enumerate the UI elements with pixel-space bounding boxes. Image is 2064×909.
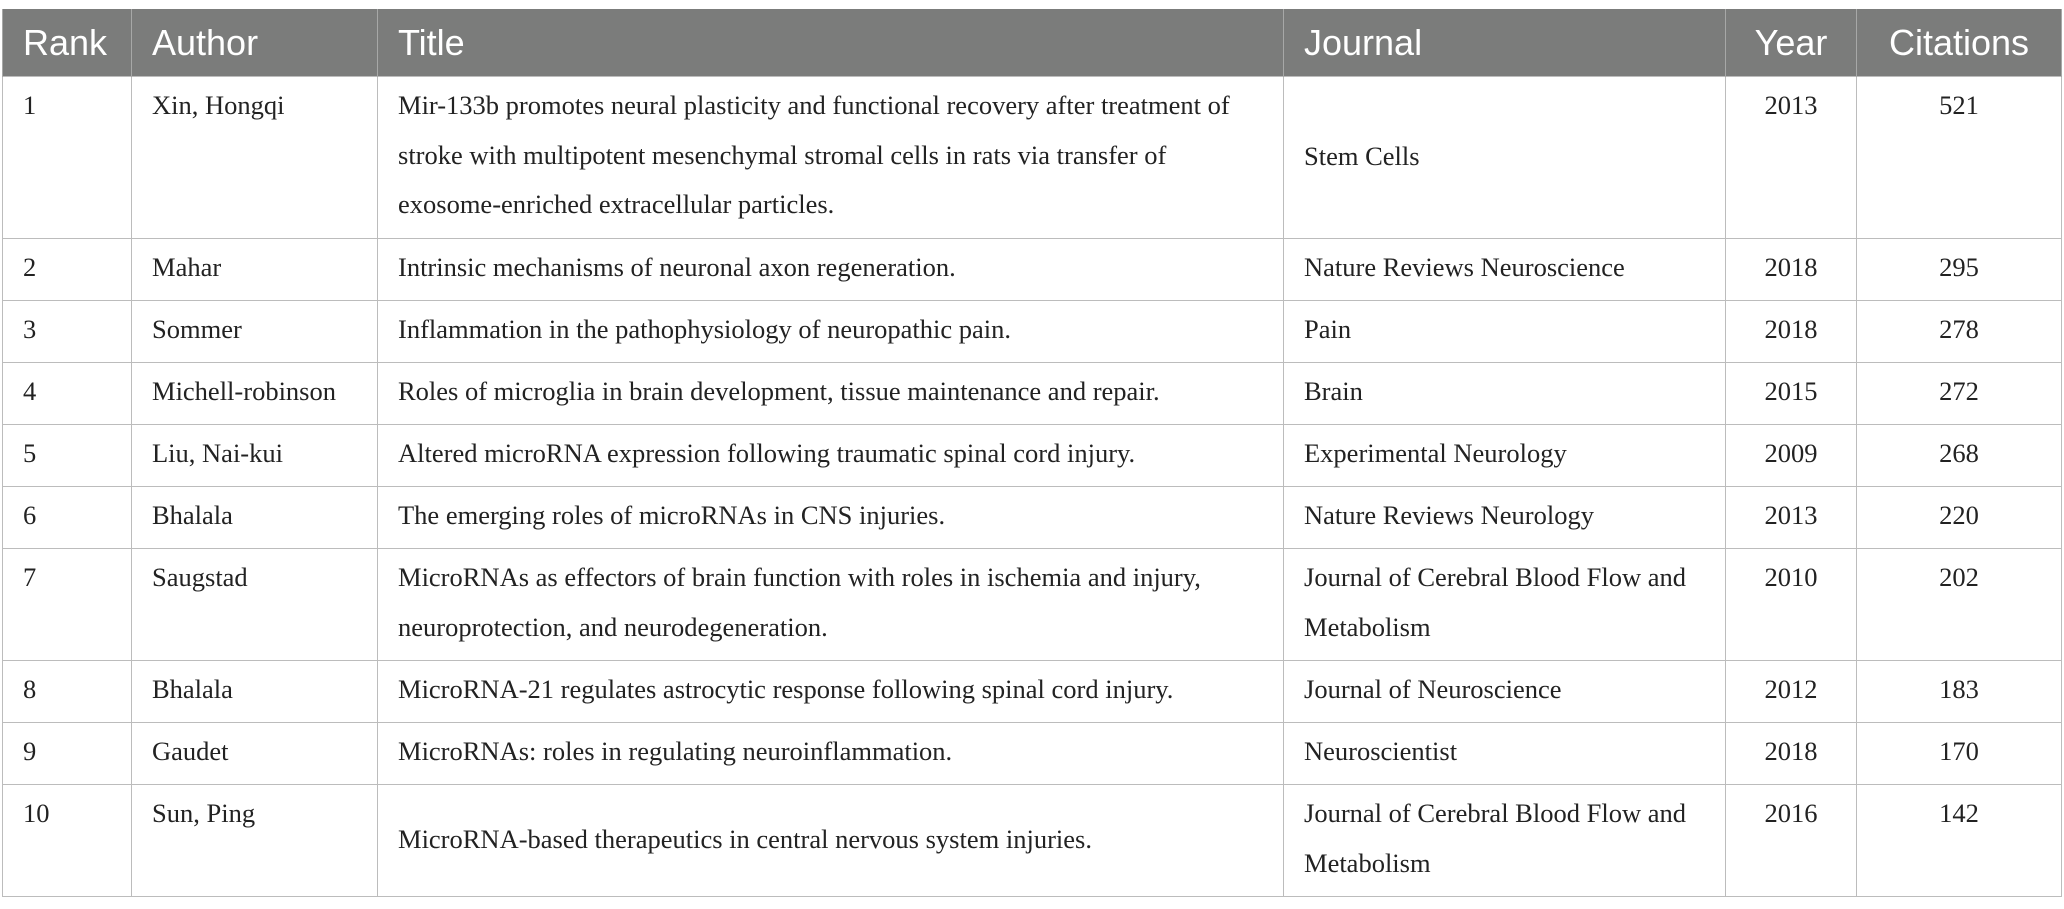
header-rank: Rank bbox=[3, 9, 132, 77]
cell-title: Roles of microglia in brain development, tissue maintenance and repair. bbox=[378, 363, 1284, 425]
table-row bbox=[3, 425, 2062, 487]
table-row bbox=[3, 785, 2062, 897]
cell-author: Gaudet bbox=[132, 723, 378, 785]
cell-journal: Nature Reviews Neuroscience bbox=[1284, 239, 1726, 301]
table-row bbox=[3, 363, 2062, 425]
cell-citations: 183 bbox=[1857, 661, 2062, 723]
cell-citations: 268 bbox=[1857, 425, 2062, 487]
cell-journal: Journal of Neuroscience bbox=[1284, 661, 1726, 723]
cell-journal: Experimental Neurology bbox=[1284, 425, 1726, 487]
cell-year: 2018 bbox=[1726, 723, 1857, 785]
cell-author: Sun, Ping bbox=[132, 785, 378, 897]
cell-rank: 5 bbox=[3, 425, 132, 487]
cell-title: Intrinsic mechanisms of neuronal axon regeneration. bbox=[378, 239, 1284, 301]
cell-citations: 170 bbox=[1857, 723, 2062, 785]
cell-citations: 142 bbox=[1857, 785, 2062, 897]
header-journal: Journal bbox=[1284, 9, 1726, 77]
cell-citations: 521 bbox=[1857, 77, 2062, 239]
cell-year: 2013 bbox=[1726, 487, 1857, 549]
table-body bbox=[3, 77, 2062, 897]
cell-journal: Neuroscientist bbox=[1284, 723, 1726, 785]
cell-title: The emerging roles of microRNAs in CNS injuries. bbox=[378, 487, 1284, 549]
cell-journal: Brain bbox=[1284, 363, 1726, 425]
header-author: Author bbox=[132, 9, 378, 77]
cell-author: Saugstad bbox=[132, 549, 378, 661]
header-year: Year bbox=[1726, 9, 1857, 77]
cell-citations: 278 bbox=[1857, 301, 2062, 363]
citations-table-container bbox=[2, 9, 2061, 897]
cell-author: Liu, Nai-kui bbox=[132, 425, 378, 487]
table-row bbox=[3, 77, 2062, 239]
cell-rank: 10 bbox=[3, 785, 132, 897]
cell-rank: 8 bbox=[3, 661, 132, 723]
cell-author: Bhalala bbox=[132, 661, 378, 723]
cell-rank: 2 bbox=[3, 239, 132, 301]
cell-rank: 9 bbox=[3, 723, 132, 785]
cell-year: 2009 bbox=[1726, 425, 1857, 487]
cell-author: Xin, Hongqi bbox=[132, 77, 378, 239]
cell-year: 2016 bbox=[1726, 785, 1857, 897]
table-row bbox=[3, 723, 2062, 785]
cell-title: Altered microRNA expression following traumatic spinal cord injury. bbox=[378, 425, 1284, 487]
cell-year: 2015 bbox=[1726, 363, 1857, 425]
cell-year: 2012 bbox=[1726, 661, 1857, 723]
cell-title: MicroRNA-21 regulates astrocytic response following spinal cord injury. bbox=[378, 661, 1284, 723]
header-citations: Citations bbox=[1857, 9, 2062, 77]
cell-citations: 295 bbox=[1857, 239, 2062, 301]
cell-citations: 272 bbox=[1857, 363, 2062, 425]
cell-author: Mahar bbox=[132, 239, 378, 301]
cell-citations: 220 bbox=[1857, 487, 2062, 549]
cell-journal: Stem Cells bbox=[1284, 77, 1726, 239]
cell-journal: Journal of Cerebral Blood Flow and Metabolism bbox=[1284, 785, 1726, 897]
cell-rank: 1 bbox=[3, 77, 132, 239]
cell-rank: 4 bbox=[3, 363, 132, 425]
cell-author: Michell-robinson bbox=[132, 363, 378, 425]
table-row bbox=[3, 549, 2062, 661]
cell-rank: 6 bbox=[3, 487, 132, 549]
cell-title: Mir-133b promotes neural plasticity and functional recovery after treatment of stroke with multipotent mesenchymal stromal cells in rats via transfer of exosome-enriched extracellular particles. bbox=[378, 77, 1284, 239]
table-row bbox=[3, 301, 2062, 363]
cell-author: Sommer bbox=[132, 301, 378, 363]
cell-title: MicroRNAs: roles in regulating neuroinflammation. bbox=[378, 723, 1284, 785]
cell-citations: 202 bbox=[1857, 549, 2062, 661]
cell-title: MicroRNAs as effectors of brain function with roles in ischemia and injury, neuroprotection, and neurodegeneration. bbox=[378, 549, 1284, 661]
cell-journal: Nature Reviews Neurology bbox=[1284, 487, 1726, 549]
table-header bbox=[3, 9, 2062, 77]
table-row bbox=[3, 239, 2062, 301]
cell-year: 2010 bbox=[1726, 549, 1857, 661]
cell-year: 2018 bbox=[1726, 239, 1857, 301]
cell-year: 2018 bbox=[1726, 301, 1857, 363]
cell-rank: 7 bbox=[3, 549, 132, 661]
cell-rank: 3 bbox=[3, 301, 132, 363]
cell-title: MicroRNA-based therapeutics in central nervous system injuries. bbox=[378, 785, 1284, 897]
cell-title: Inflammation in the pathophysiology of neuropathic pain. bbox=[378, 301, 1284, 363]
header-title: Title bbox=[378, 9, 1284, 77]
table-row bbox=[3, 487, 2062, 549]
cell-year: 2013 bbox=[1726, 77, 1857, 239]
table-row bbox=[3, 661, 2062, 723]
cell-author: Bhalala bbox=[132, 487, 378, 549]
cell-journal: Pain bbox=[1284, 301, 1726, 363]
cell-journal: Journal of Cerebral Blood Flow and Metabolism bbox=[1284, 549, 1726, 661]
top-cited-articles-table bbox=[2, 9, 2062, 897]
header-row bbox=[3, 9, 2062, 77]
